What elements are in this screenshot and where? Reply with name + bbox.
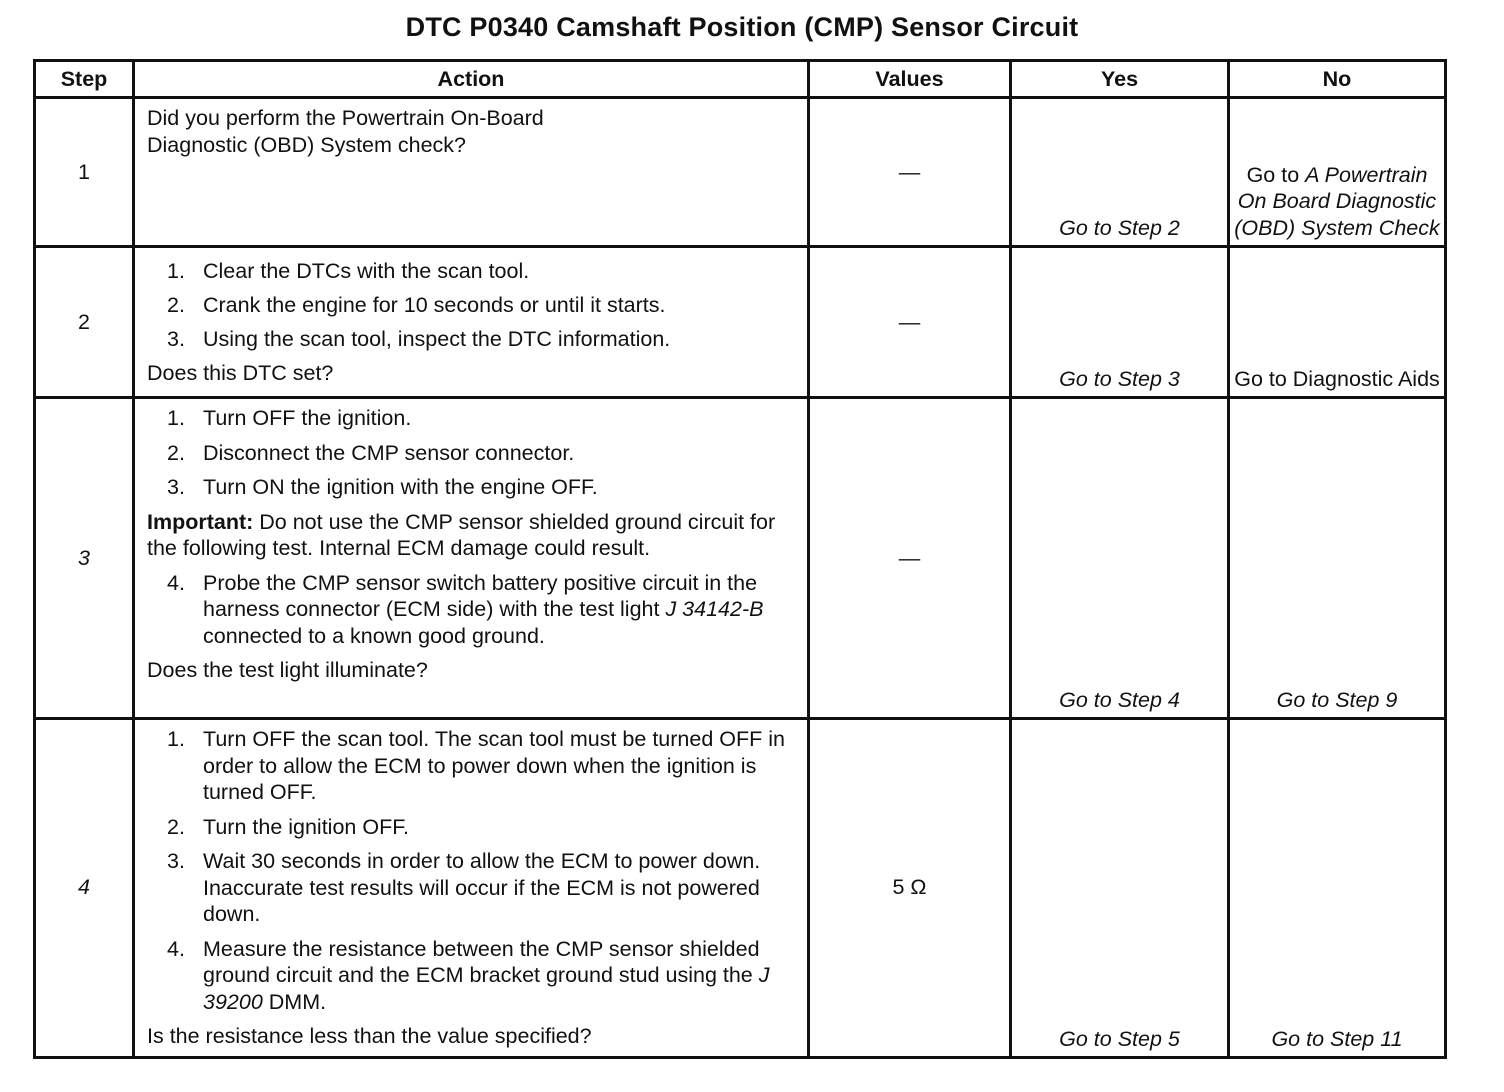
action-cell bbox=[134, 98, 809, 247]
yes-link[interactable]: Go to Step 3 bbox=[1059, 367, 1180, 391]
yes-link[interactable]: Go to Step 5 bbox=[1059, 1026, 1180, 1051]
action-step: 2. Crank the engine for 10 seconds or until it starts. bbox=[167, 293, 666, 317]
important-text: Do not use the CMP sensor shielded ground circuit for the following test. Internal ECM damage could result. bbox=[147, 509, 776, 560]
no-link[interactable]: Go to Step 9 bbox=[1276, 688, 1398, 712]
value-cell: — bbox=[809, 98, 1011, 247]
tool-reference: J 39200 bbox=[203, 963, 770, 1014]
action-step: 1. Clear the DTCs with the scan tool. bbox=[167, 259, 530, 283]
yes-cell[interactable] bbox=[1011, 247, 1229, 398]
yes-cell[interactable] bbox=[1011, 398, 1229, 719]
action-steps bbox=[147, 405, 797, 501]
table-row bbox=[35, 98, 1446, 247]
table-row bbox=[35, 398, 1446, 719]
header-step: Step bbox=[35, 61, 134, 98]
action-steps bbox=[147, 570, 797, 650]
action-steps bbox=[147, 726, 797, 1015]
table-row bbox=[35, 719, 1446, 1058]
step-number: 3 bbox=[35, 398, 134, 719]
action-steps bbox=[147, 254, 797, 356]
header-no: No bbox=[1229, 61, 1446, 98]
action-step: 3. Using the scan tool, inspect the DTC information. bbox=[167, 327, 671, 351]
important-note bbox=[147, 509, 797, 562]
yes-cell[interactable] bbox=[1011, 98, 1229, 247]
yes-cell[interactable] bbox=[1011, 719, 1229, 1058]
no-cell[interactable] bbox=[1229, 398, 1446, 719]
value-cell: — bbox=[809, 398, 1011, 719]
action-question: Does this DTC set? bbox=[147, 361, 334, 385]
action-step: 3. Turn ON the ignition with the engine OFF. bbox=[167, 475, 598, 499]
no-cell[interactable] bbox=[1229, 719, 1446, 1058]
action-cell bbox=[134, 247, 809, 398]
action-cell bbox=[134, 719, 809, 1058]
action-question: Is the resistance less than the value specified? bbox=[147, 1024, 592, 1048]
tool-reference: J 34142-B bbox=[665, 597, 764, 621]
action-step: 1. Turn OFF the ignition. bbox=[167, 406, 412, 430]
yes-link[interactable]: Go to Step 2 bbox=[1059, 216, 1180, 240]
value-cell: — bbox=[809, 247, 1011, 398]
yes-link[interactable]: Go to Step 4 bbox=[1059, 688, 1180, 712]
action-cell bbox=[134, 398, 809, 719]
action-step: 1. Turn OFF the scan tool. The scan tool must be turned OFF in order to allow the ECM to power down when the ignition is turned OFF. bbox=[167, 727, 785, 804]
step-number: 1 bbox=[35, 98, 134, 247]
action-step: 2. Turn the ignition OFF. bbox=[167, 814, 409, 839]
action-step: 3. Wait 30 seconds in order to allow the ECM to power down. Inaccurate test results will occur if the ECM is not powered down. bbox=[167, 849, 761, 926]
important-label: Important: bbox=[147, 509, 254, 534]
header-action: Action bbox=[134, 61, 809, 98]
action-step: 4. Measure the resistance between the CMP sensor shielded ground circuit and the ECM bracket ground stud using the J 39200 DMM. bbox=[167, 936, 770, 1014]
no-cell[interactable] bbox=[1229, 247, 1446, 398]
table-row bbox=[35, 247, 1446, 398]
action-question: Did you perform the Powertrain On-Board Diagnostic (OBD) System check? bbox=[147, 106, 544, 157]
action-question: Does the test light illuminate? bbox=[147, 658, 428, 682]
header-values: Values bbox=[809, 61, 1011, 98]
no-link[interactable]: Go to Step 11 bbox=[1271, 1026, 1403, 1051]
page-title: DTC P0340 Camshaft Position (CMP) Sensor Circuit bbox=[405, 12, 1079, 42]
no-prefix: Go to bbox=[1246, 162, 1306, 187]
no-cell[interactable] bbox=[1229, 98, 1446, 247]
value-cell: 5 Ω bbox=[809, 719, 1011, 1058]
no-link[interactable]: Go to Diagnostic Aids bbox=[1234, 366, 1440, 391]
header-yes: Yes bbox=[1011, 61, 1229, 98]
step-number: 2 bbox=[35, 247, 134, 398]
no-link[interactable]: A Powertrain On Board Diagnostic (OBD) System Check bbox=[1234, 162, 1440, 240]
action-step: 4. Probe the CMP sensor switch battery positive circuit in the harness connector (ECM side) with the test light J 34142-B connected to a known good ground. bbox=[167, 570, 764, 648]
diagnostic-table bbox=[33, 59, 1447, 1059]
header-row bbox=[35, 61, 1446, 98]
step-number: 4 bbox=[35, 719, 134, 1058]
action-step: 2. Disconnect the CMP sensor connector. bbox=[167, 440, 575, 465]
